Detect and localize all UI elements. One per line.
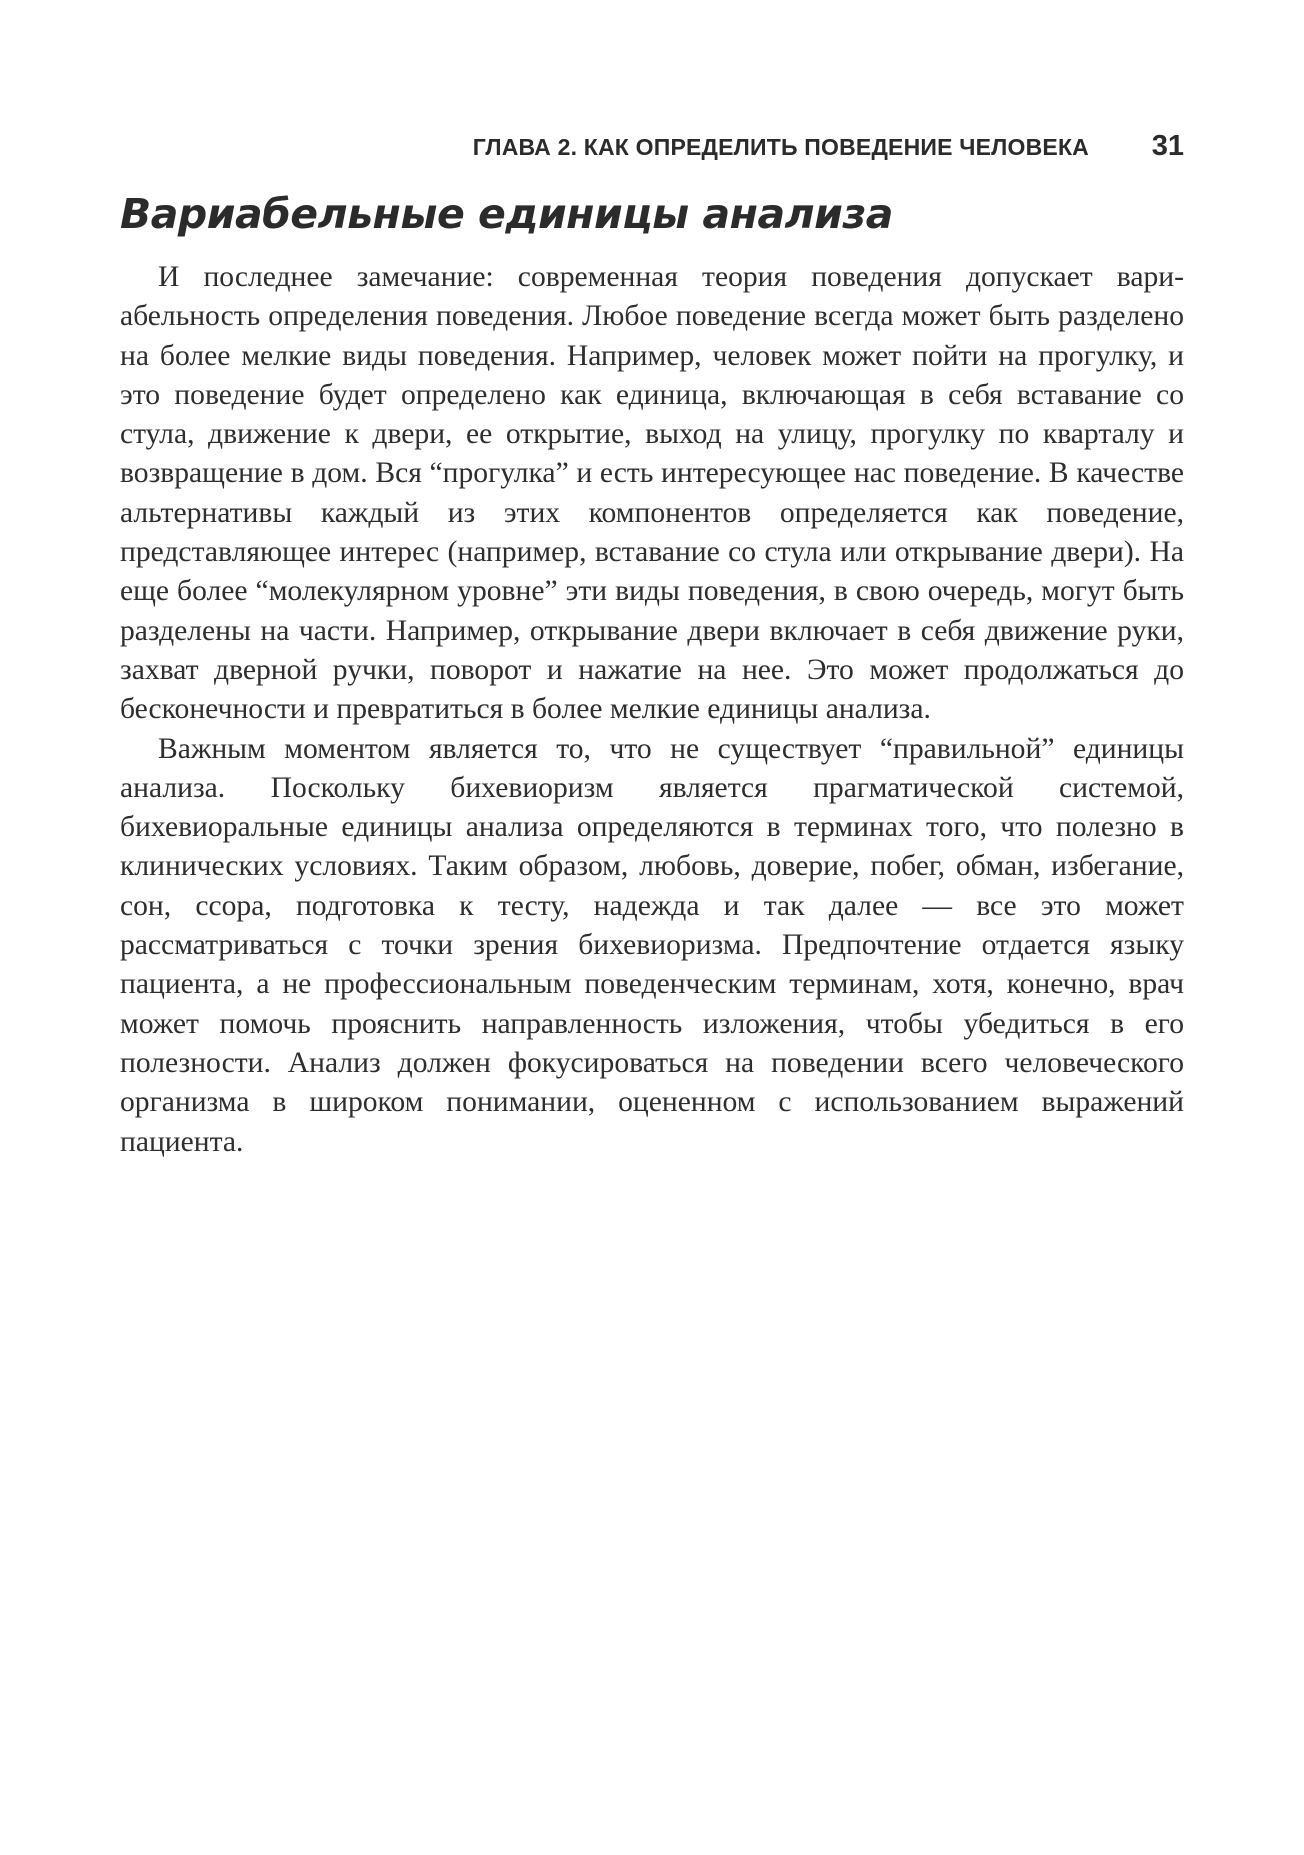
section-body — [120, 258, 1184, 1162]
paragraph: И последнее замечание: современная теория поведения допускает вариабельность определения поведения. Любое поведение всегда может быть разделено на более мелкие виды поведения. Например, человек может пойти на прогулку, и это поведение будет определено как единица, включающая в себя вставание со стула, движение к двери, ее открытие, выход на улицу, прогулку по кварталу и возвращение в дом. Вся “прогулка” и есть интересующее нас поведение. В качестве альтернативы каждый из этих компонентов определяется как поведение, представляющее интерес (например, вставание со стула или открывание двери). На еще более “молекулярном уровне” эти виды поведения, в свою очередь, могут быть разделены на части. Например, открывание двери включает в себя движение руки, захват дверной ручки, поворот и нажатие на нее. Это может продолжаться до бесконечности и превратиться в более мелкие единицы анализа. — [120, 261, 1184, 726]
running-head — [120, 130, 1184, 170]
chapter-title: ГЛАВА 2. КАК ОПРЕДЕЛИТЬ ПОВЕДЕНИЕ ЧЕЛОВЕКА — [472, 134, 1089, 160]
paragraph: Важным моментом является то, что не существует “правильной” единицы анализа. Поскольку бихевиоризм является прагматической системой, бихевиоральные единицы анализа определяются в терминах того, что полезно в клинических условиях. Таким образом, любовь, доверие, побег, обман, избегание, сон, ссора, подготовка к тесту, надежда и так далее — все это может рассматриваться с точки зрения бихевиоризма. Предпочтение отдается языку пациента, а не профессиональным поведенческим терминам, хотя, конечно, врач может помочь прояснить направленность изложения, чтобы убедиться в его полезности. Анализ должен фокусироваться на поведении всего человеческого организма в широком понимании, оцененном с использованием выражений пациента. — [120, 732, 1184, 1158]
page-number: 31 — [1151, 130, 1184, 162]
section-heading: Вариабельные единицы анализа — [120, 190, 893, 238]
